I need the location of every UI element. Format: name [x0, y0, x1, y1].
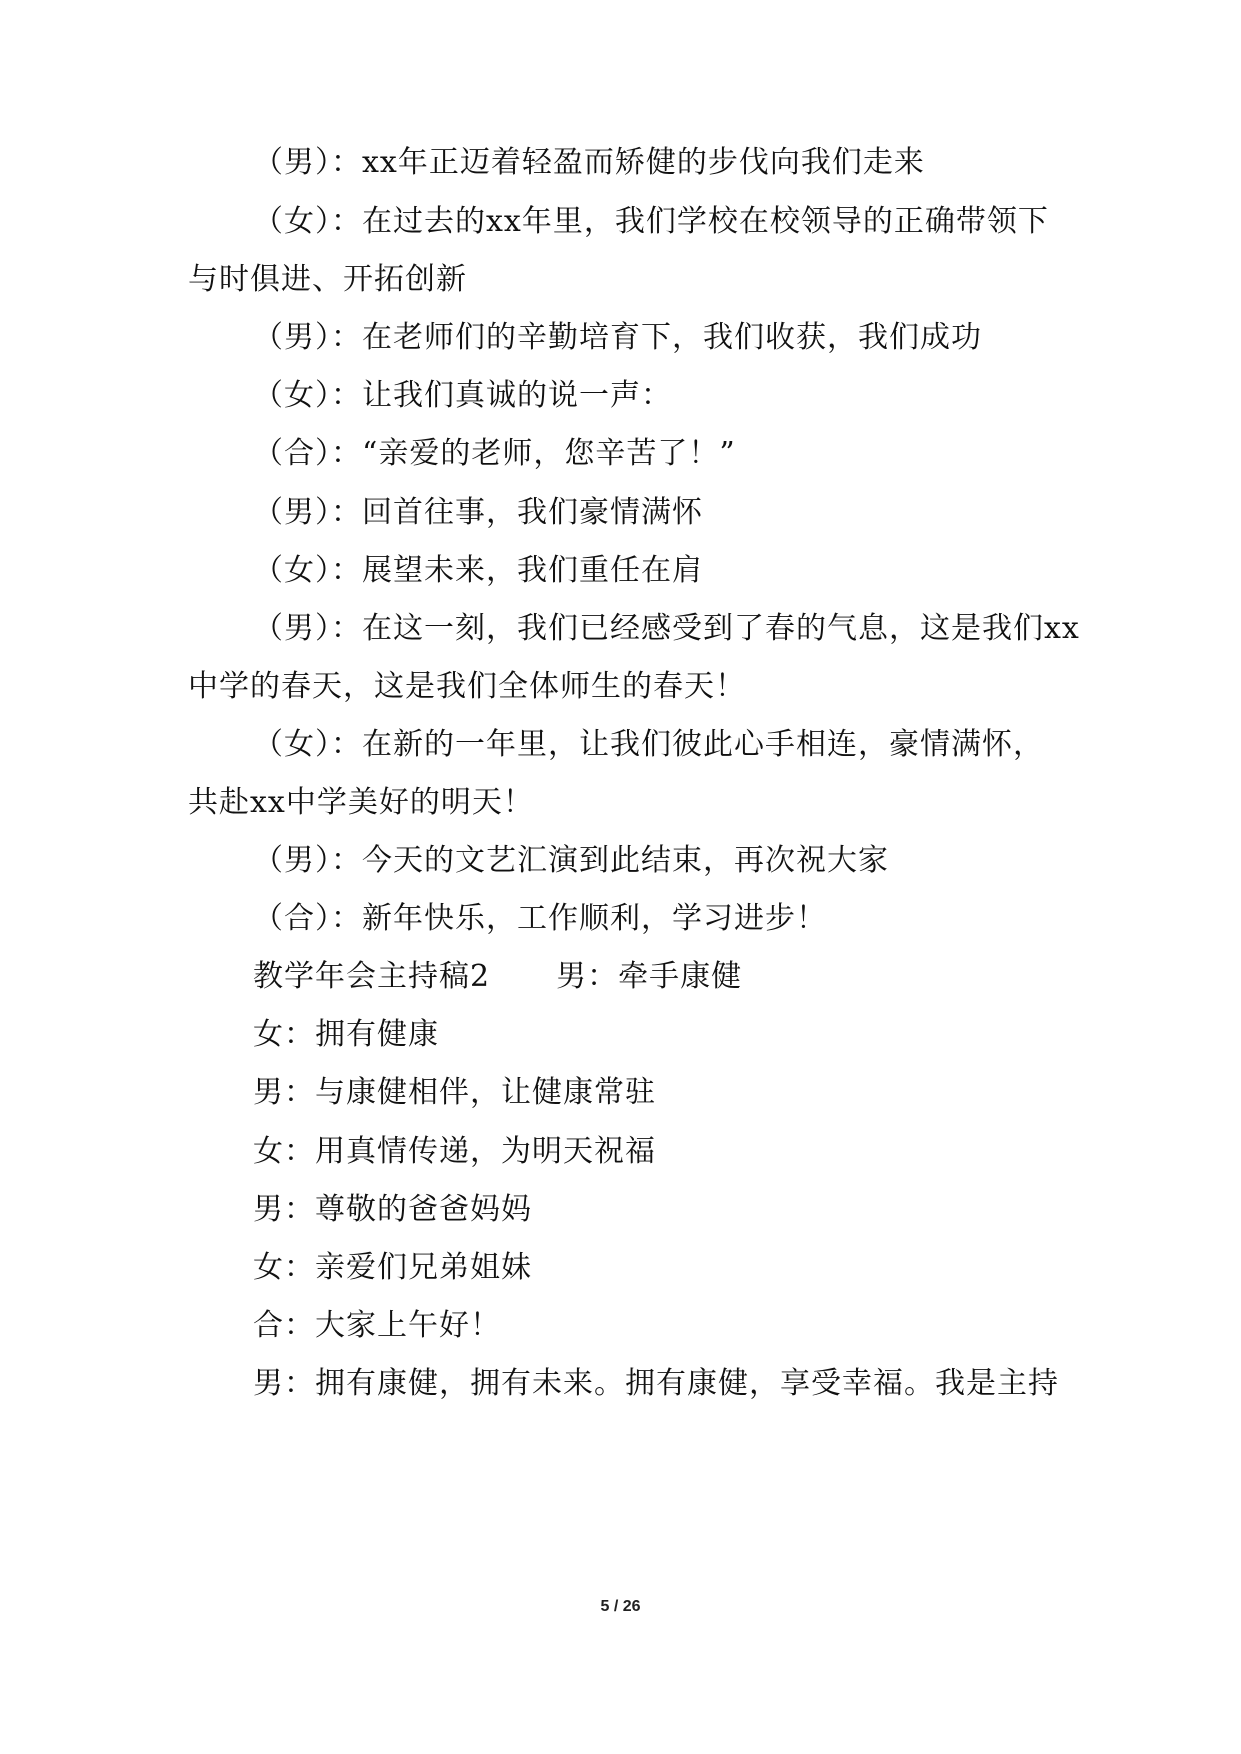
dialogue-line-9-continued: 共赴xx中学美好的明天！	[188, 785, 534, 820]
dialogue-line-9: （女）：在新的一年里，让我们彼此心手相连，豪情满怀，	[253, 727, 1044, 762]
dialogue-line-13: 女：拥有健康	[253, 1017, 439, 1052]
dialogue-line-16: 男：尊敬的爸爸妈妈	[253, 1192, 532, 1227]
dialogue-line-11: （合）：新年快乐，工作顺利，学习进步！	[253, 901, 827, 936]
dialogue-line-2-continued: 与时俱进、开拓创新	[188, 262, 467, 297]
dialogue-line-15: 女：用真情传递，为明天祝福	[253, 1134, 656, 1169]
dialogue-line-14: 男：与康健相伴，让健康常驻	[253, 1075, 656, 1110]
dialogue-line-17: 女：亲爱们兄弟姐妹	[253, 1250, 532, 1285]
dialogue-line-2: （女）：在过去的xx年里，我们学校在校领导的正确带领下	[253, 204, 1049, 239]
dialogue-line-3: （男）：在老师们的辛勤培育下，我们收获，我们成功	[253, 320, 982, 355]
section-title: 教学年会主持稿2	[253, 959, 491, 994]
dialogue-line-1: （男）：xx年正迈着轻盈而矫健的步伐向我们走来	[253, 145, 925, 180]
dialogue-line-4: （女）：让我们真诚的说一声：	[253, 378, 672, 413]
page-number: 5 / 26	[600, 1598, 641, 1615]
dialogue-line-12: 男：牵手康健	[556, 959, 743, 994]
dialogue-line-6: （男）：回首往事，我们豪情满怀	[253, 495, 703, 530]
dialogue-line-5: （合）：“亲爱的老师，您辛苦了！”	[253, 436, 736, 471]
dialogue-line-8-continued: 中学的春天，这是我们全体师生的春天！	[188, 669, 746, 704]
dialogue-line-8: （男）：在这一刻，我们已经感受到了春的气息，这是我们xx	[253, 611, 1080, 646]
dialogue-line-18: 合：大家上午好！	[253, 1308, 501, 1343]
dialogue-line-7: （女）：展望未来，我们重任在肩	[253, 553, 703, 588]
dialogue-line-19: 男：拥有康健，拥有未来。拥有康健，享受幸福。我是主持	[253, 1366, 1059, 1401]
dialogue-line-10: （男）：今天的文艺汇演到此结束，再次祝大家	[253, 843, 889, 878]
section-heading-line	[253, 959, 742, 995]
